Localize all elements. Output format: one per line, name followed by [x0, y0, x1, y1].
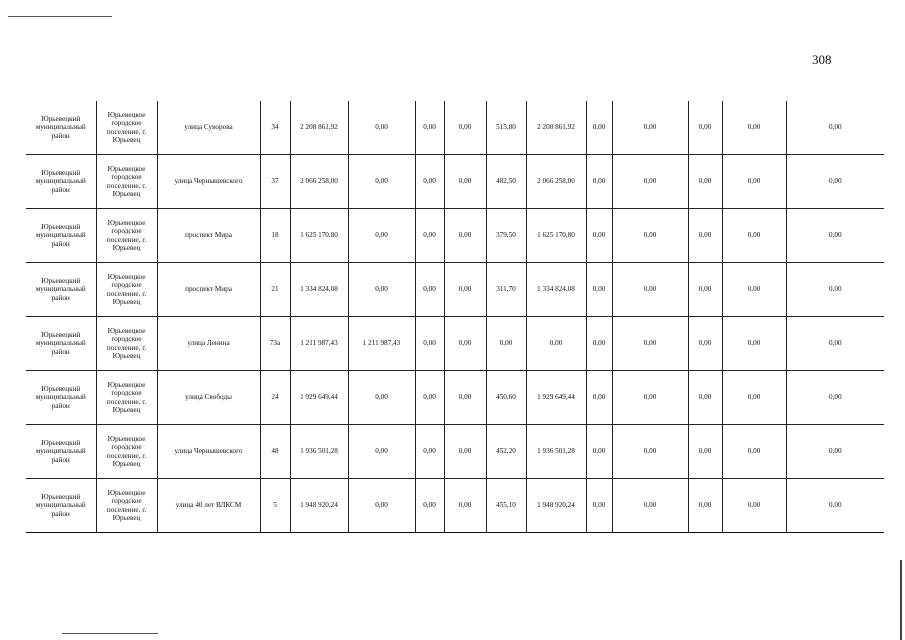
area-cell: 311,70 [486, 263, 526, 317]
total-cost-cell: 1 625 170,80 [290, 209, 348, 263]
value-cell: 0,00 [348, 371, 415, 425]
value-cell: 1 334 824,08 [526, 263, 586, 317]
value-cell: 0,00 [415, 263, 444, 317]
value-cell: 1 948 920,24 [526, 479, 586, 533]
value-cell: 0,00 [722, 155, 786, 209]
area-cell: 515,80 [486, 101, 526, 155]
district-cell: Юрьевецкий муниципальный район [26, 371, 96, 425]
value-cell: 0,00 [348, 263, 415, 317]
value-cell: 0,00 [722, 263, 786, 317]
value-cell: 0,00 [688, 209, 722, 263]
table-row [26, 155, 884, 209]
value-cell: 1 929 649,44 [526, 371, 586, 425]
value-cell: 0,00 [415, 317, 444, 371]
value-cell: 0,00 [415, 209, 444, 263]
district-cell: Юрьевецкий муниципальный район [26, 209, 96, 263]
value-cell: 0,00 [688, 317, 722, 371]
value-cell: 0,00 [444, 101, 486, 155]
settlement-cell: Юрьевецкое городское поселение, г. Юрьевец [96, 317, 157, 371]
table-row [26, 209, 884, 263]
area-cell: 452,20 [486, 425, 526, 479]
value-cell: 0,00 [722, 479, 786, 533]
value-cell: 0,00 [612, 425, 688, 479]
district-cell: Юрьевецкий муниципальный район [26, 317, 96, 371]
value-cell: 0,00 [586, 425, 612, 479]
footer-rule [62, 633, 158, 634]
district-cell: Юрьевецкий муниципальный район [26, 263, 96, 317]
value-cell: 0,00 [415, 425, 444, 479]
area-cell: 450,60 [486, 371, 526, 425]
value-cell: 0,00 [688, 101, 722, 155]
total-cost-cell: 1 948 920,24 [290, 479, 348, 533]
value-cell: 0,00 [586, 317, 612, 371]
value-cell: 1 211 987,43 [348, 317, 415, 371]
value-cell: 0,00 [786, 479, 884, 533]
district-cell: Юрьевецкий муниципальный район [26, 479, 96, 533]
street-cell: проспект Мира [157, 209, 260, 263]
house-number-cell: 24 [260, 371, 290, 425]
street-cell: улица Суворова [157, 101, 260, 155]
value-cell: 0,00 [348, 425, 415, 479]
value-cell: 0,00 [586, 479, 612, 533]
value-cell: 0,00 [586, 155, 612, 209]
house-number-cell: 48 [260, 425, 290, 479]
header-rule [8, 16, 112, 17]
area-cell: 455,10 [486, 479, 526, 533]
total-cost-cell: 2 066 258,00 [290, 155, 348, 209]
value-cell: 0,00 [612, 155, 688, 209]
value-cell: 0,00 [415, 155, 444, 209]
value-cell: 0,00 [722, 371, 786, 425]
value-cell: 0,00 [444, 479, 486, 533]
value-cell: 0,00 [612, 479, 688, 533]
table-row [26, 101, 884, 155]
value-cell: 0,00 [688, 371, 722, 425]
area-cell: 379,50 [486, 209, 526, 263]
value-cell: 0,00 [612, 209, 688, 263]
value-cell: 0,00 [786, 101, 884, 155]
area-cell: 482,50 [486, 155, 526, 209]
value-cell: 0,00 [415, 479, 444, 533]
value-cell: 0,00 [526, 317, 586, 371]
value-cell: 0,00 [444, 155, 486, 209]
total-cost-cell: 1 936 501,28 [290, 425, 348, 479]
scan-edge [900, 560, 902, 640]
table-row [26, 371, 884, 425]
area-cell: 0,00 [486, 317, 526, 371]
settlement-cell: Юрьевецкое городское поселение, г. Юрьевец [96, 263, 157, 317]
settlement-cell: Юрьевецкое городское поселение, г. Юрьевец [96, 425, 157, 479]
value-cell: 0,00 [444, 317, 486, 371]
value-cell: 0,00 [722, 209, 786, 263]
street-cell: улица 40 лет ВЛКСМ [157, 479, 260, 533]
table-row [26, 479, 884, 533]
street-cell: улица Чернышевского [157, 425, 260, 479]
house-number-cell: 37 [260, 155, 290, 209]
street-cell: улица Свободы [157, 371, 260, 425]
house-number-cell: 21 [260, 263, 290, 317]
street-cell: проспект Мира [157, 263, 260, 317]
value-cell: 1 625 170,80 [526, 209, 586, 263]
street-cell: улица Ленина [157, 317, 260, 371]
total-cost-cell: 1 929 649,44 [290, 371, 348, 425]
settlement-cell: Юрьевецкое городское поселение, г. Юрьевец [96, 209, 157, 263]
house-number-cell: 18 [260, 209, 290, 263]
value-cell: 0,00 [612, 263, 688, 317]
value-cell: 0,00 [348, 479, 415, 533]
district-cell: Юрьевецкий муниципальный район [26, 155, 96, 209]
value-cell: 0,00 [444, 263, 486, 317]
settlement-cell: Юрьевецкое городское поселение, г. Юрьевец [96, 371, 157, 425]
value-cell: 0,00 [786, 371, 884, 425]
housing-table [26, 101, 884, 533]
value-cell: 0,00 [444, 209, 486, 263]
value-cell: 0,00 [688, 155, 722, 209]
value-cell: 0,00 [722, 101, 786, 155]
street-cell: улица Чернышевского [157, 155, 260, 209]
district-cell: Юрьевецкий муниципальный район [26, 101, 96, 155]
house-number-cell: 34 [260, 101, 290, 155]
value-cell: 0,00 [586, 209, 612, 263]
value-cell: 0,00 [348, 209, 415, 263]
value-cell: 0,00 [688, 425, 722, 479]
house-number-cell: 73а [260, 317, 290, 371]
value-cell: 0,00 [786, 209, 884, 263]
total-cost-cell: 1 334 824,08 [290, 263, 348, 317]
settlement-cell: Юрьевецкое городское поселение, г. Юрьевец [96, 101, 157, 155]
value-cell: 0,00 [612, 101, 688, 155]
value-cell: 0,00 [348, 101, 415, 155]
district-cell: Юрьевецкий муниципальный район [26, 425, 96, 479]
house-number-cell: 5 [260, 479, 290, 533]
value-cell: 0,00 [786, 155, 884, 209]
table-row [26, 263, 884, 317]
value-cell: 0,00 [415, 101, 444, 155]
value-cell: 0,00 [786, 263, 884, 317]
value-cell: 0,00 [348, 155, 415, 209]
value-cell: 0,00 [586, 263, 612, 317]
value-cell: 0,00 [444, 371, 486, 425]
page-number: 308 [812, 52, 832, 67]
value-cell: 0,00 [722, 425, 786, 479]
settlement-cell: Юрьевецкое городское поселение, г. Юрьевец [96, 155, 157, 209]
value-cell: 0,00 [586, 101, 612, 155]
value-cell: 0,00 [688, 263, 722, 317]
table-row [26, 425, 884, 479]
value-cell: 0,00 [444, 425, 486, 479]
value-cell: 2 208 861,92 [526, 101, 586, 155]
settlement-cell: Юрьевецкое городское поселение, г. Юрьевец [96, 479, 157, 533]
value-cell: 0,00 [722, 317, 786, 371]
value-cell: 0,00 [612, 371, 688, 425]
value-cell: 0,00 [688, 479, 722, 533]
value-cell: 2 066 258,00 [526, 155, 586, 209]
value-cell: 0,00 [786, 425, 884, 479]
value-cell: 0,00 [612, 317, 688, 371]
total-cost-cell: 2 208 861,92 [290, 101, 348, 155]
total-cost-cell: 1 211 987,43 [290, 317, 348, 371]
value-cell: 0,00 [786, 317, 884, 371]
value-cell: 0,00 [586, 371, 612, 425]
value-cell: 1 936 501,28 [526, 425, 586, 479]
value-cell: 0,00 [415, 371, 444, 425]
table-row [26, 317, 884, 371]
